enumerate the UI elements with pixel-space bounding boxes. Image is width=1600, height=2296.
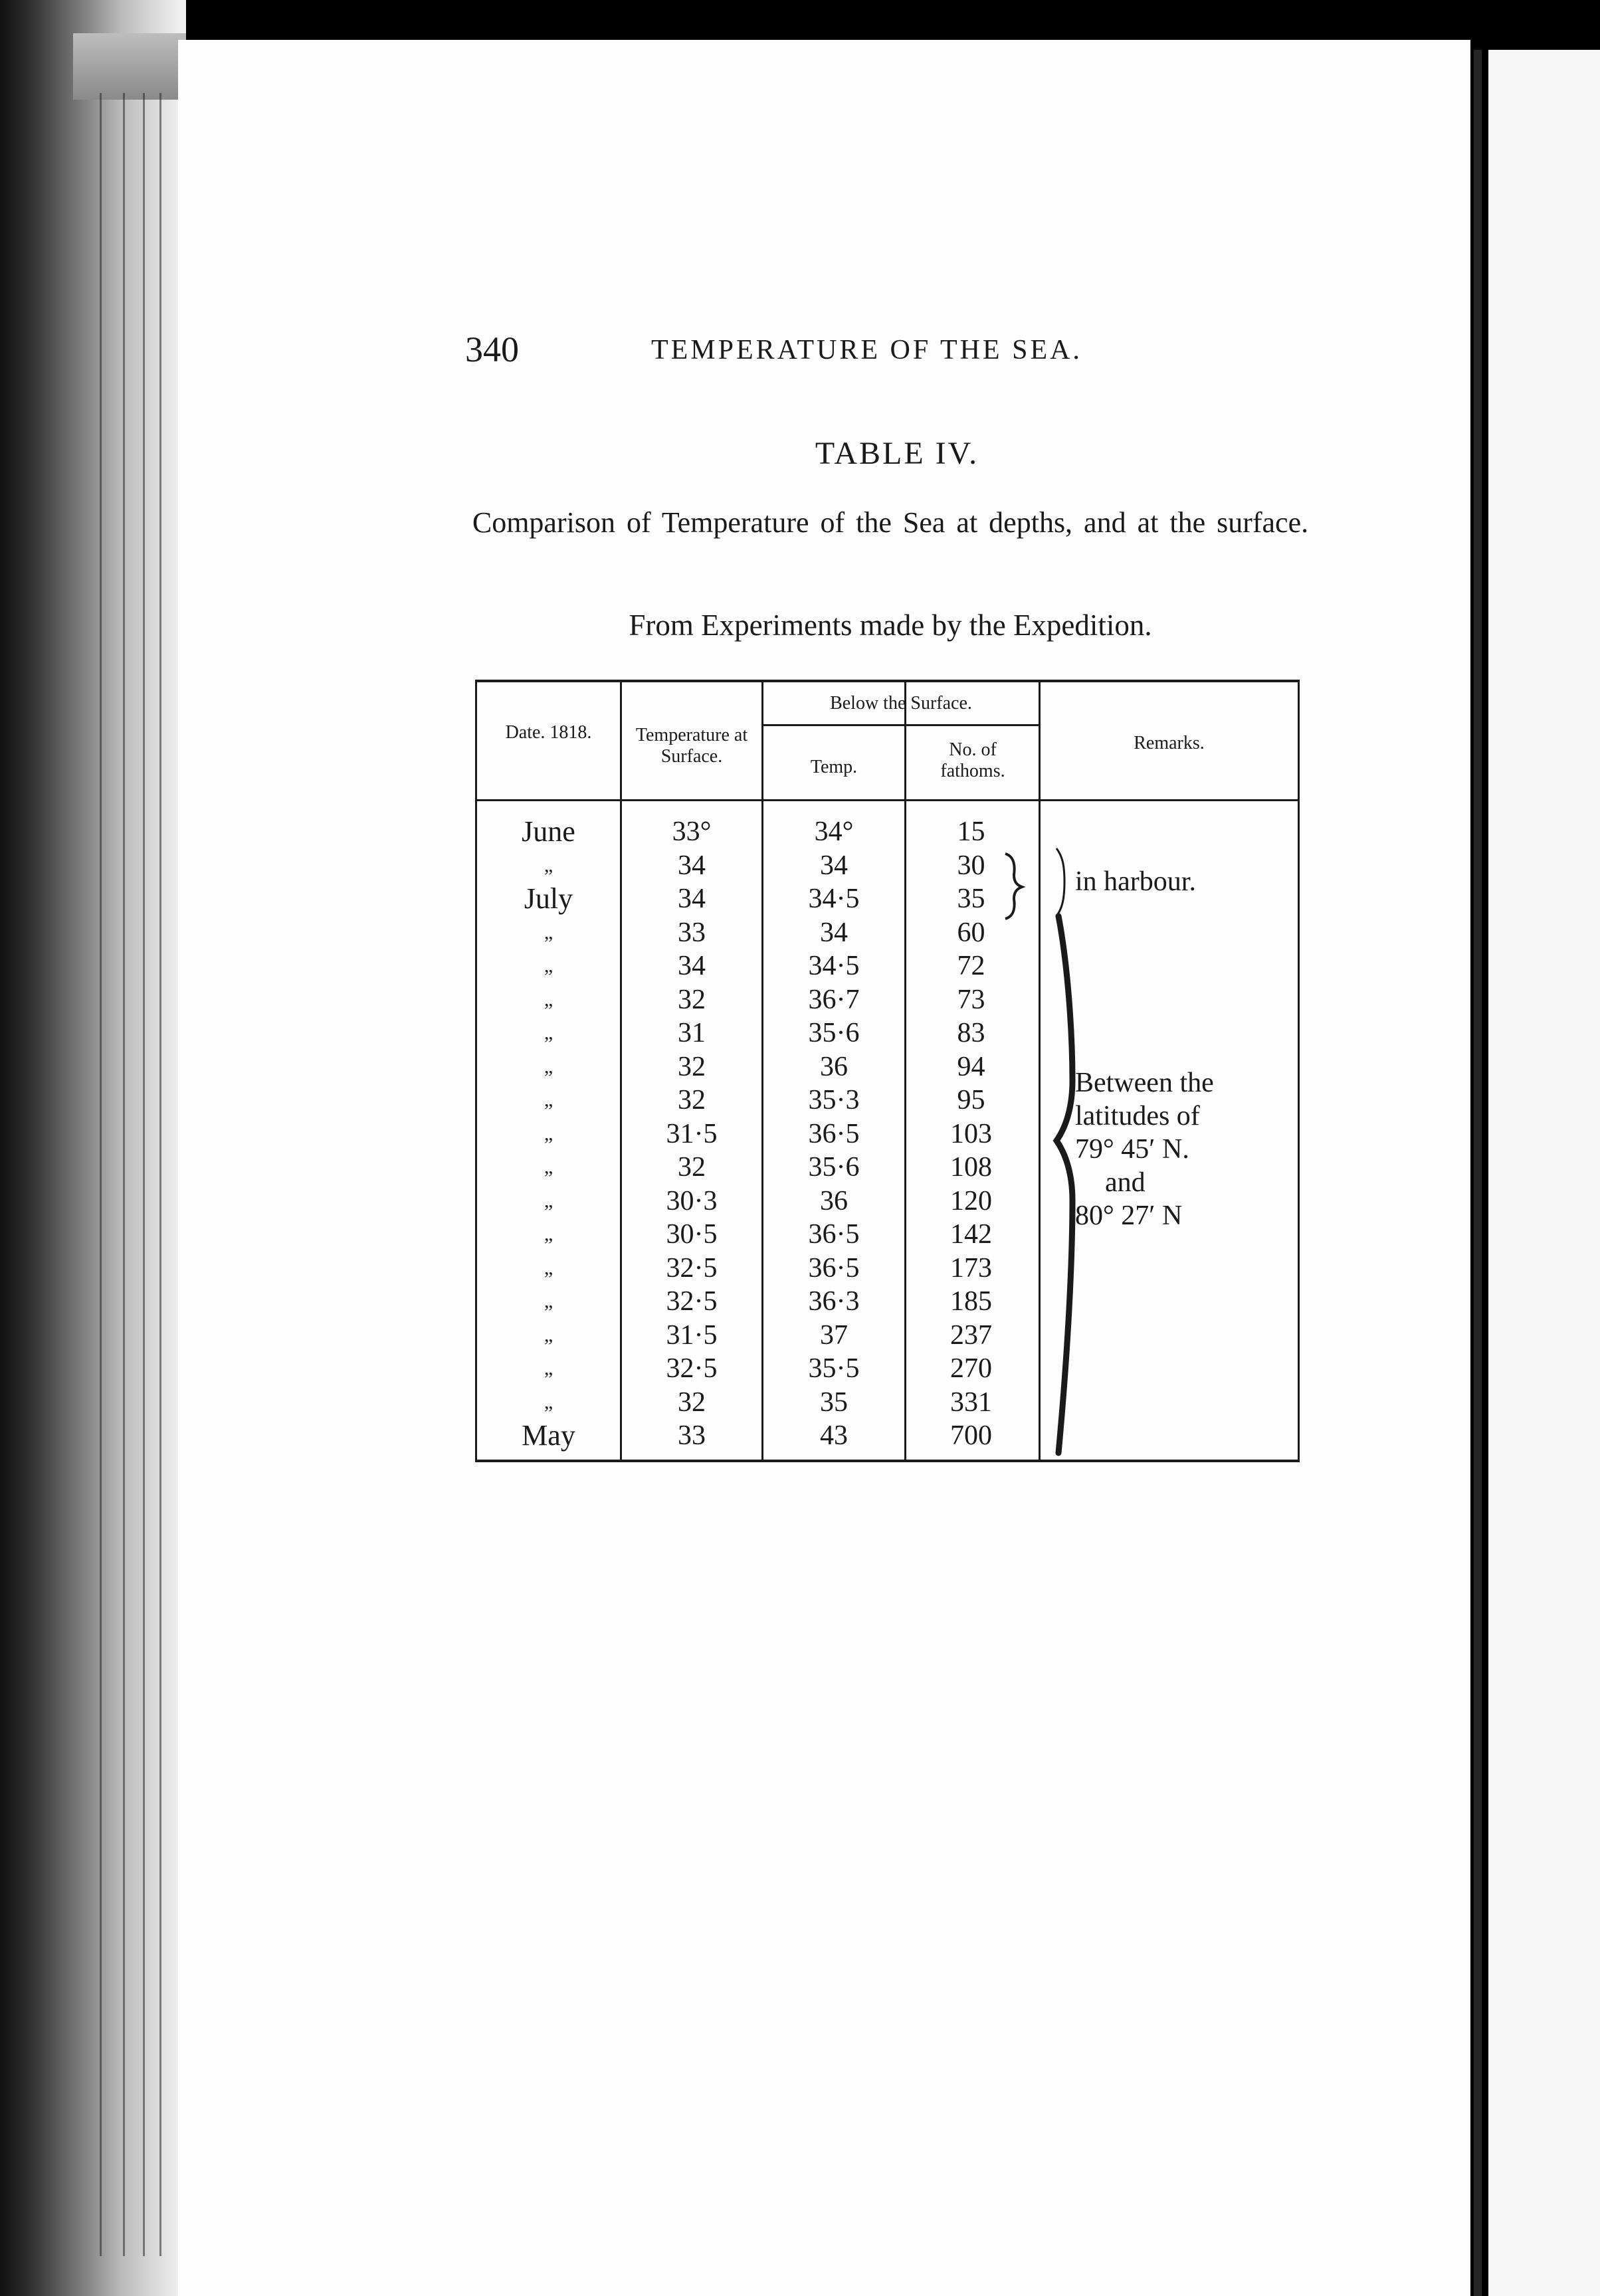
cell-date: „ <box>544 955 553 977</box>
cell-depth-temp: 34·5 <box>808 884 860 914</box>
remark-latitude-line-4: and <box>1105 1167 1146 1198</box>
cell-date: „ <box>544 1055 553 1078</box>
cell-surface-temp: 32 <box>678 1085 706 1115</box>
remark-latitude-line-1: Between the <box>1075 1068 1214 1098</box>
cell-depth-temp: 36·5 <box>808 1252 860 1284</box>
cell-depth-temp: 37 <box>820 1319 848 1351</box>
cell-fathoms: 108 <box>950 1152 992 1183</box>
cell-fathoms: 73 <box>957 984 985 1015</box>
cell-surface-temp: 32 <box>678 1051 706 1082</box>
header-date: Date. 1818. <box>505 722 592 743</box>
cell-fathoms: 173 <box>950 1252 992 1284</box>
cell-surface-temp: 34 <box>678 951 706 981</box>
cell-date: „ <box>544 1223 553 1245</box>
cell-depth-temp: 35·6 <box>808 1018 860 1048</box>
cell-fathoms: 700 <box>950 1420 992 1451</box>
cell-depth-temp: 34 <box>820 917 848 948</box>
cell-surface-temp: 32·5 <box>666 1353 718 1384</box>
cell-fathoms: 30 <box>957 850 985 881</box>
book-page-edges <box>0 0 186 2296</box>
cell-fathoms: 15 <box>957 816 985 847</box>
cell-date: „ <box>544 988 553 1010</box>
cell-depth-temp: 36·3 <box>808 1286 860 1317</box>
cell-fathoms: 270 <box>950 1353 992 1384</box>
header-depth-temp: Temp. <box>810 757 858 777</box>
cell-surface-temp: 32·5 <box>666 1252 718 1284</box>
header-remarks: Remarks. <box>1134 733 1205 753</box>
remark-latitude-line-5: 80° 27′ N <box>1075 1200 1183 1231</box>
cell-date: „ <box>544 1122 553 1145</box>
cell-fathoms: 103 <box>950 1118 992 1149</box>
cell-depth-temp: 35 <box>820 1387 848 1418</box>
cell-depth-temp: 34 <box>820 850 848 881</box>
cell-fathoms: 120 <box>950 1185 992 1216</box>
cell-surface-temp: 33 <box>678 1420 706 1451</box>
cell-fathoms: 237 <box>950 1319 992 1351</box>
cell-fathoms: 185 <box>950 1286 992 1317</box>
temperature-table <box>475 680 1300 1462</box>
cell-date: „ <box>544 1156 553 1178</box>
cell-surface-temp: 33 <box>678 917 706 948</box>
table-title: TABLE IV. <box>815 436 979 471</box>
table-source-note: From Experiments made by the Expedition. <box>629 609 1152 642</box>
page-number: 340 <box>465 330 519 369</box>
cell-surface-temp: 34 <box>678 850 706 881</box>
cell-surface-temp: 32 <box>678 1152 706 1183</box>
cell-date: „ <box>544 1357 553 1379</box>
book-corner <box>73 33 186 100</box>
header-fathoms: No. of fathoms. <box>940 739 1005 781</box>
cell-surface-temp: 30·3 <box>666 1185 718 1216</box>
cell-surface-temp: 30·5 <box>666 1219 718 1250</box>
cell-depth-temp: 36·5 <box>808 1219 860 1250</box>
cell-date: „ <box>544 1022 553 1044</box>
cell-date: „ <box>544 854 553 876</box>
cell-date: „ <box>544 1390 553 1413</box>
cell-fathoms: 72 <box>957 951 985 981</box>
cell-depth-temp: 36 <box>820 1185 848 1216</box>
running-head-title: TEMPERATURE OF THE SEA. <box>651 335 1082 365</box>
cell-depth-temp: 34·5 <box>808 951 860 981</box>
cell-surface-temp: 33° <box>672 816 712 847</box>
cell-depth-temp: 35·3 <box>808 1085 860 1115</box>
cell-surface-temp: 32 <box>678 1387 706 1418</box>
cell-date: „ <box>544 1089 553 1111</box>
cell-depth-temp: 35·6 <box>808 1152 860 1183</box>
cell-date: July <box>524 882 573 915</box>
header-below-surface: Below the Surface. <box>830 693 972 714</box>
cell-surface-temp: 32·5 <box>666 1286 718 1317</box>
cell-date: „ <box>544 921 553 943</box>
cell-fathoms: 83 <box>957 1018 985 1048</box>
cell-date: June <box>522 815 575 848</box>
cell-date: „ <box>544 1290 553 1312</box>
cell-surface-temp: 31·5 <box>666 1319 718 1351</box>
cell-fathoms: 95 <box>957 1085 985 1115</box>
running-head <box>465 329 1156 375</box>
table-subtitle: Comparison of Temperature of the Sea at depths, and at the surface. <box>472 506 1309 539</box>
cell-surface-temp: 34 <box>678 884 706 914</box>
remark-in-harbour: in harbour. <box>1075 866 1196 897</box>
remark-latitude-line-2: latitudes of <box>1075 1101 1200 1131</box>
cell-depth-temp: 36·5 <box>808 1118 860 1149</box>
cell-depth-temp: 36·7 <box>808 984 860 1015</box>
remark-latitude-line-3: 79° 45′ N. <box>1075 1134 1189 1165</box>
cell-date: „ <box>544 1189 553 1212</box>
cell-fathoms: 142 <box>950 1219 992 1250</box>
cell-surface-temp: 31 <box>678 1018 706 1048</box>
cell-fathoms: 35 <box>957 884 985 914</box>
cell-depth-temp: 35·5 <box>808 1353 860 1384</box>
cell-surface-temp: 31·5 <box>666 1118 718 1149</box>
cell-depth-temp: 34° <box>814 816 854 847</box>
cell-depth-temp: 43 <box>820 1420 848 1451</box>
cell-fathoms: 60 <box>957 917 985 948</box>
cell-surface-temp: 32 <box>678 984 706 1015</box>
cell-fathoms: 331 <box>950 1387 992 1418</box>
cell-depth-temp: 36 <box>820 1051 848 1082</box>
cell-fathoms: 94 <box>957 1051 985 1082</box>
cell-date: May <box>522 1419 575 1452</box>
facing-page <box>1488 50 1600 2296</box>
cell-date: „ <box>544 1256 553 1279</box>
header-surface-temperature: Temperature at Surface. <box>635 725 748 767</box>
cell-date: „ <box>544 1323 553 1346</box>
book-gutter <box>1474 50 1482 2296</box>
